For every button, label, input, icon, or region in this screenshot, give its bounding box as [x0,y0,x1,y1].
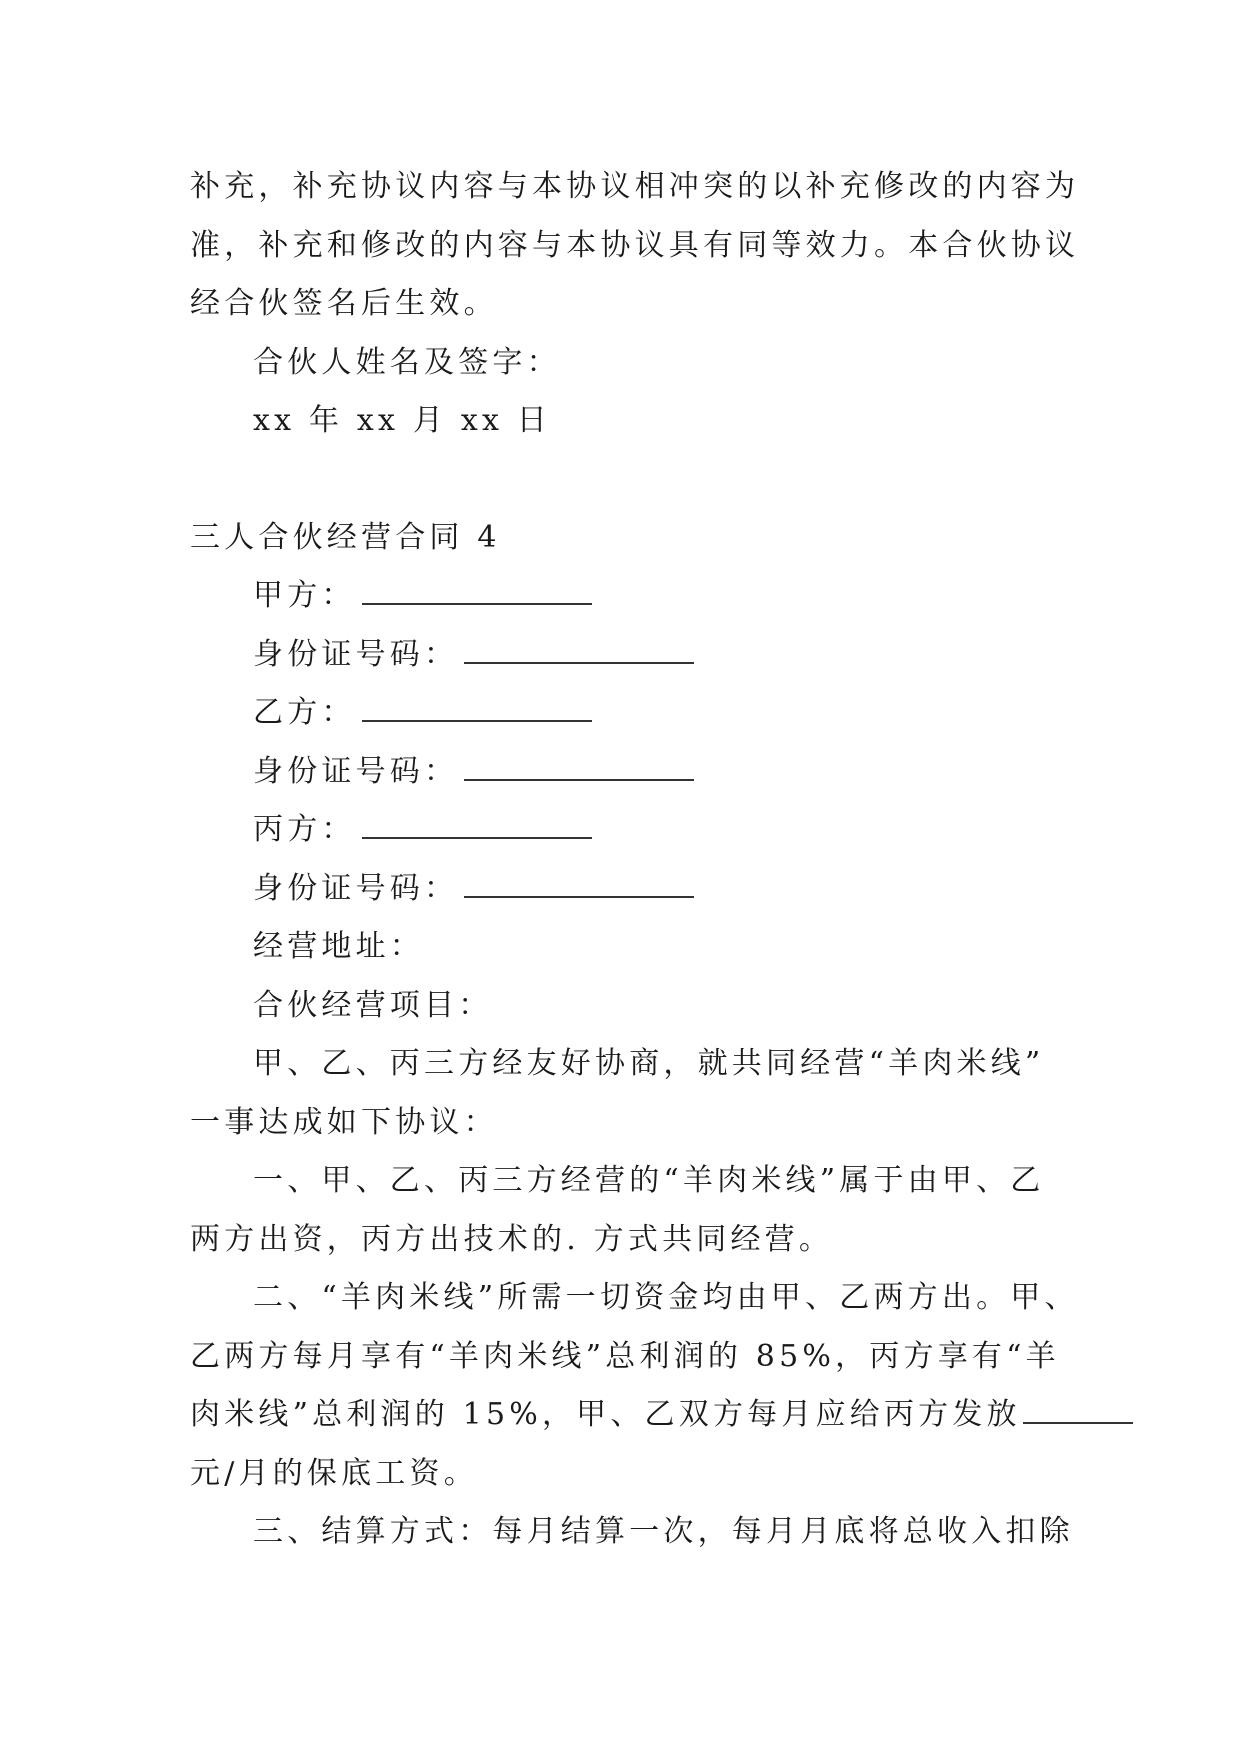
section-gap [190,451,1050,509]
date-line: xx 年 xx 月 xx 日 [253,403,551,438]
paragraph-line: 一事达成如下协议： [190,1104,498,1140]
party-a-row [190,567,1050,626]
paragraph-line: 甲、乙、丙三方经友好协商，就共同经营“羊肉米线” [253,1046,1045,1081]
business-project-label: 合伙经营项目： [253,987,493,1023]
party-c-id-row [190,860,1050,919]
party-a-blank [362,581,592,605]
paragraph-line: 补充，补充协议内容与本协议相冲突的以补充修改的内容为 [190,169,1080,204]
section-title: 三人合伙经营合同 4 [190,519,501,555]
id-label: 身份证号码： [253,636,459,672]
party-a-label: 甲方： [253,578,356,613]
document-body [190,158,1080,1562]
party-c-blank [362,815,592,839]
clause-2-line [190,1386,1050,1445]
party-b-blank [362,698,592,722]
clause-2-line: 元/月的保底工资。 [190,1455,478,1491]
paragraph-line: 经合伙签名后生效。 [190,286,498,321]
party-a-id-row [190,626,1050,685]
party-a-id-blank [464,640,694,664]
clause-2-line: 乙两方每月享有“羊肉米线”总利润的 85%，丙方享有“羊 [190,1338,1060,1374]
id-label: 身份证号码： [253,870,459,906]
clause-1-line: 一、甲、乙、丙三方经营的“羊肉米线”属于由甲、乙 [253,1163,1045,1198]
party-b-id-blank [464,757,694,781]
salary-blank [1023,1400,1133,1424]
party-c-id-blank [464,874,694,898]
paragraph-line: 准，补充和修改的内容与本协议具有同等效力。本合伙协议 [190,227,1080,263]
party-c-row [190,801,1050,860]
party-b-id-row [190,743,1050,802]
clause-2-text: 肉米线”总利润的 15%，甲、乙双方每月应给丙方发放 [190,1397,1021,1432]
party-b-label: 乙方： [253,695,356,730]
signature-label: 合伙人姓名及签字： [253,344,561,380]
business-address-label: 经营地址： [253,929,424,964]
clause-3-line: 三、结算方式：每月结算一次，每月月底将总收入扣除 [253,1514,1074,1549]
clause-2-line: 二、“羊肉米线”所需一切资金均由甲、乙两方出。甲、 [253,1280,1079,1315]
party-b-row [190,684,1050,743]
id-label: 身份证号码： [253,753,459,789]
clause-1-line: 两方出资，丙方出技术的. 方式共同经营。 [190,1221,834,1257]
party-c-label: 丙方： [253,812,356,847]
